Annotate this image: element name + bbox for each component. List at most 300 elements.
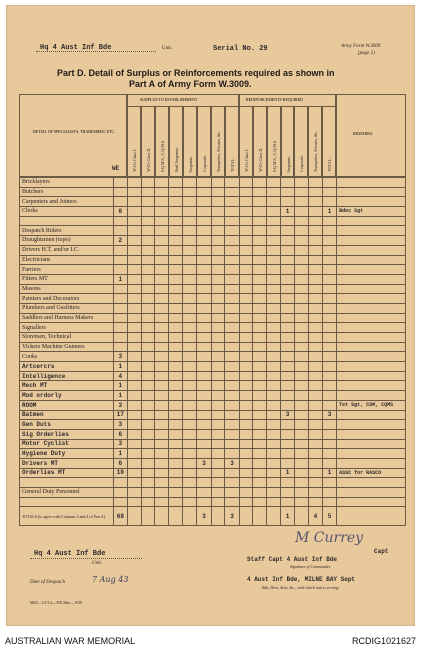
reinf-cell xyxy=(295,497,309,507)
surplus-cell xyxy=(155,488,169,498)
row-we: 1 xyxy=(114,381,128,391)
row-we xyxy=(114,313,128,323)
reinf-cell xyxy=(239,333,253,343)
surplus-cell xyxy=(141,458,155,468)
reinf-cell xyxy=(295,303,309,313)
reinf-cell xyxy=(308,458,322,468)
surplus-cell xyxy=(141,207,155,217)
surplus-cell xyxy=(183,458,197,468)
reinf-cell xyxy=(322,313,336,323)
surplus-col-0: W.O's Class I. xyxy=(127,106,141,177)
row-we xyxy=(114,294,128,304)
surplus-cell xyxy=(197,342,211,352)
row-remarks xyxy=(337,255,406,265)
reinf-cell xyxy=(281,400,295,410)
reinf-cell xyxy=(239,255,253,265)
surplus-cell xyxy=(225,255,239,265)
reinforcements-header: REINFORCEMENTS REQUIRED xyxy=(239,94,336,177)
surplus-cell xyxy=(183,400,197,410)
surplus-cell xyxy=(169,439,183,449)
surplus-cell xyxy=(141,274,155,284)
reinf-cell xyxy=(308,294,322,304)
surplus-cell xyxy=(225,274,239,284)
reinf-cell xyxy=(239,458,253,468)
row-remarks: Bdec Sgt xyxy=(337,207,406,217)
reinf-cell xyxy=(253,362,267,372)
reinf-cell xyxy=(253,381,267,391)
surplus-cell xyxy=(155,458,169,468)
row-we: 1 xyxy=(114,391,128,401)
row-remarks xyxy=(337,323,406,333)
table-row xyxy=(20,391,406,401)
row-we xyxy=(114,255,128,265)
reinf-cell xyxy=(267,197,281,207)
reinf-cell xyxy=(267,488,281,498)
surplus-cell xyxy=(155,255,169,265)
surplus-cell xyxy=(169,303,183,313)
reinf-cell xyxy=(239,400,253,410)
surplus-cell xyxy=(183,255,197,265)
reinf-cell xyxy=(322,303,336,313)
reinf-cell xyxy=(322,488,336,498)
surplus-cell xyxy=(225,294,239,304)
surplus-cell xyxy=(169,381,183,391)
surplus-cell xyxy=(225,420,239,430)
reinf-cell xyxy=(322,274,336,284)
table-row xyxy=(20,245,406,255)
reinf-cell xyxy=(281,303,295,313)
surplus-cell xyxy=(225,381,239,391)
table-row xyxy=(20,333,406,343)
reinf-cell xyxy=(239,313,253,323)
surplus-cell xyxy=(155,226,169,236)
reinf-col-2: S.Q.M.S., C.Q.M.S. xyxy=(267,106,281,177)
reinf-cell xyxy=(322,478,336,488)
row-we: 3 xyxy=(114,420,128,430)
totals-remarks xyxy=(337,507,406,526)
reinf-cell xyxy=(239,207,253,217)
row-remarks xyxy=(337,333,406,343)
row-we: 10 xyxy=(114,468,128,478)
row-we: 3 xyxy=(114,352,128,362)
row-label: Cooks xyxy=(20,352,114,362)
surplus-cell xyxy=(211,429,225,439)
surplus-cell xyxy=(141,362,155,372)
reinf-cell xyxy=(253,497,267,507)
reinf-cell xyxy=(253,207,267,217)
reinf-cell xyxy=(239,420,253,430)
row-we: 1 xyxy=(114,449,128,459)
reinf-cell xyxy=(267,449,281,459)
bottom-unit-label: Unit. xyxy=(92,561,103,566)
reinf-cell xyxy=(239,226,253,236)
surplus-cell xyxy=(169,313,183,323)
surplus-cell xyxy=(155,420,169,430)
row-remarks xyxy=(337,371,406,381)
surplus-cell: 3 xyxy=(197,458,211,468)
reinf-cell xyxy=(267,420,281,430)
surplus-cell xyxy=(197,323,211,333)
surplus-cell xyxy=(141,449,155,459)
row-remarks xyxy=(337,216,406,226)
reinf-cell xyxy=(308,207,322,217)
reinf-cell xyxy=(308,371,322,381)
reinf-cell xyxy=(281,381,295,391)
surplus-col-4: Sergeants. xyxy=(183,106,197,177)
reinf-cell xyxy=(253,439,267,449)
reinf-cell xyxy=(295,391,309,401)
surplus-cell xyxy=(141,381,155,391)
surplus-cell xyxy=(155,429,169,439)
surplus-cell xyxy=(211,216,225,226)
row-label xyxy=(20,497,114,507)
reinf-cell xyxy=(253,391,267,401)
table-row xyxy=(20,458,406,468)
surplus-cell xyxy=(211,226,225,236)
table-row xyxy=(20,420,406,430)
surplus-cell xyxy=(183,478,197,488)
reinf-cell xyxy=(308,197,322,207)
reinf-cell xyxy=(295,420,309,430)
surplus-cell xyxy=(141,342,155,352)
reinf-cell xyxy=(281,429,295,439)
surplus-cell xyxy=(225,429,239,439)
serial-number: Serial No. 29 xyxy=(213,45,268,53)
surplus-cell xyxy=(169,458,183,468)
reinf-cell xyxy=(267,381,281,391)
reinf-cell xyxy=(295,371,309,381)
row-label: General Duty Personnel xyxy=(20,488,114,498)
reinf-cell xyxy=(281,226,295,236)
row-remarks xyxy=(337,226,406,236)
table-row xyxy=(20,274,406,284)
surplus-cell xyxy=(197,216,211,226)
row-we: 6 xyxy=(114,429,128,439)
row-we xyxy=(114,178,128,188)
surplus-cell xyxy=(141,478,155,488)
row-we xyxy=(114,216,128,226)
reinf-cell xyxy=(281,323,295,333)
reinf-cell xyxy=(322,342,336,352)
reinf-cell xyxy=(295,488,309,498)
row-remarks xyxy=(337,342,406,352)
totals-reinf-cell xyxy=(267,507,281,526)
row-label: Orderlies MT xyxy=(20,468,114,478)
reinf-cell xyxy=(253,216,267,226)
surplus-cell xyxy=(211,497,225,507)
surplus-cell xyxy=(225,391,239,401)
totals-reinf-cell xyxy=(239,507,253,526)
row-label: Storemen, Technical xyxy=(20,333,114,343)
reinf-cell xyxy=(281,342,295,352)
surplus-cell xyxy=(155,439,169,449)
reinf-cell xyxy=(295,478,309,488)
surplus-cell xyxy=(141,468,155,478)
surplus-cell xyxy=(183,420,197,430)
remarks-header: REMARKS. xyxy=(336,94,406,177)
surplus-cell xyxy=(211,207,225,217)
reinf-cell xyxy=(308,420,322,430)
surplus-cell xyxy=(225,323,239,333)
reinf-cell xyxy=(295,323,309,333)
surplus-cell xyxy=(225,197,239,207)
unit-label: Unit. xyxy=(162,46,173,51)
surplus-cell xyxy=(197,303,211,313)
reinf-cell xyxy=(308,488,322,498)
reinf-cell xyxy=(281,439,295,449)
row-we: 8 xyxy=(114,207,128,217)
row-we: 3 xyxy=(114,439,128,449)
surplus-cell xyxy=(183,303,197,313)
surplus-cell xyxy=(169,449,183,459)
unit-line xyxy=(36,51,156,52)
reinf-cell xyxy=(295,439,309,449)
surplus-cell xyxy=(225,342,239,352)
surplus-cell xyxy=(197,333,211,343)
reinf-col-0: W.O's Class I. xyxy=(239,106,253,177)
row-remarks xyxy=(337,178,406,188)
reinf-cell xyxy=(308,255,322,265)
surplus-cell xyxy=(183,187,197,197)
surplus-cell xyxy=(169,226,183,236)
surplus-cell xyxy=(155,178,169,188)
surplus-cell xyxy=(127,420,141,430)
table-row xyxy=(20,294,406,304)
reinf-cell xyxy=(239,488,253,498)
surplus-cell xyxy=(225,488,239,498)
sig-typed: Staff Capt 4 Aust Inf Bde xyxy=(247,556,338,563)
surplus-cell xyxy=(211,488,225,498)
row-label: Drivers H.T. and/or I.C. xyxy=(20,245,114,255)
surplus-cell xyxy=(141,216,155,226)
reinf-cell xyxy=(267,313,281,323)
reinf-cell xyxy=(267,497,281,507)
reinf-cell xyxy=(253,197,267,207)
reinf-cell xyxy=(267,400,281,410)
surplus-cell xyxy=(183,429,197,439)
surplus-cell xyxy=(197,265,211,275)
surplus-cell xyxy=(155,236,169,246)
surplus-cell xyxy=(197,226,211,236)
surplus-cell xyxy=(197,187,211,197)
totals-surplus-cell xyxy=(155,507,169,526)
reinf-cell xyxy=(267,216,281,226)
totals-surplus-cell xyxy=(183,507,197,526)
reinf-cell xyxy=(295,284,309,294)
reinf-cell xyxy=(295,197,309,207)
station-label: Bde, Divn, Area, &c., with which unit is serving xyxy=(262,585,339,590)
surplus-cell xyxy=(141,410,155,420)
reinf-cell xyxy=(253,265,267,275)
reinf-col-5: Trumpeters, Privates, &c. xyxy=(308,106,322,177)
surplus-cell xyxy=(225,178,239,188)
reinf-cell xyxy=(267,429,281,439)
surplus-cell xyxy=(127,303,141,313)
table-row xyxy=(20,216,406,226)
reinf-cell xyxy=(308,333,322,343)
totals-row xyxy=(20,507,406,526)
surplus-cell xyxy=(211,362,225,372)
reinf-cell xyxy=(239,274,253,284)
reinf-cell xyxy=(281,245,295,255)
surplus-cell xyxy=(141,439,155,449)
surplus-cell xyxy=(225,265,239,275)
surplus-cell xyxy=(155,207,169,217)
surplus-cell xyxy=(169,187,183,197)
surplus-cell xyxy=(155,410,169,420)
reinf-cell xyxy=(308,342,322,352)
row-remarks xyxy=(337,429,406,439)
row-we xyxy=(114,245,128,255)
surplus-cell xyxy=(155,449,169,459)
surplus-cell xyxy=(127,410,141,420)
reinf-cell xyxy=(322,226,336,236)
reinf-cell xyxy=(267,245,281,255)
surplus-cell xyxy=(127,197,141,207)
reinf-cell xyxy=(308,391,322,401)
reinf-cell xyxy=(322,458,336,468)
row-label xyxy=(20,478,114,488)
reinf-cell xyxy=(267,352,281,362)
surplus-cell xyxy=(183,410,197,420)
reinf-cell xyxy=(253,420,267,430)
surplus-cell xyxy=(169,400,183,410)
reinf-cell xyxy=(308,478,322,488)
reinf-cell xyxy=(281,274,295,284)
surplus-cell xyxy=(127,342,141,352)
table-row xyxy=(20,352,406,362)
surplus-cell xyxy=(141,497,155,507)
surplus-cell xyxy=(197,478,211,488)
surplus-col-1: W.O's Class II. xyxy=(141,106,155,177)
row-label: Motor Cyclist xyxy=(20,439,114,449)
surplus-cell xyxy=(169,265,183,275)
surplus-cell xyxy=(127,362,141,372)
surplus-cell xyxy=(127,245,141,255)
reinf-cell: 1 xyxy=(281,468,295,478)
unit-typed: Hq 4 Aust Inf Bde xyxy=(40,44,112,52)
row-label: Batmen xyxy=(20,410,114,420)
reinf-cell xyxy=(308,352,322,362)
totals-surplus-cell xyxy=(127,507,141,526)
surplus-cell xyxy=(211,342,225,352)
table-row xyxy=(20,342,406,352)
row-we xyxy=(114,187,128,197)
reinf-cell xyxy=(281,391,295,401)
reinf-cell xyxy=(281,478,295,488)
totals-surplus-cell xyxy=(211,507,225,526)
surplus-cell xyxy=(141,313,155,323)
surplus-cell xyxy=(141,303,155,313)
row-remarks xyxy=(337,497,406,507)
surplus-cell xyxy=(169,478,183,488)
row-we xyxy=(114,284,128,294)
totals-we: 68 xyxy=(114,507,128,526)
reinf-cell xyxy=(295,178,309,188)
surplus-cell xyxy=(127,381,141,391)
surplus-cell xyxy=(211,410,225,420)
form-title-1: Part D. Detail of Surplus or Reinforcements required as shown in xyxy=(57,68,335,78)
reinf-cell xyxy=(281,197,295,207)
row-label: Gen Duts xyxy=(20,420,114,430)
surplus-cell xyxy=(155,391,169,401)
surplus-cell xyxy=(183,488,197,498)
surplus-cell xyxy=(211,420,225,430)
surplus-header: SURPLUS TO ESTABLISHMENT xyxy=(127,94,239,177)
reinf-cell xyxy=(322,284,336,294)
row-remarks xyxy=(337,362,406,372)
surplus-cell xyxy=(225,333,239,343)
reinf-cell xyxy=(253,323,267,333)
totals-surplus-cell: 3 xyxy=(197,507,211,526)
reinf-cell xyxy=(308,400,322,410)
surplus-cell xyxy=(169,362,183,372)
we-header: WE xyxy=(112,165,120,172)
surplus-cell xyxy=(183,439,197,449)
surplus-cell xyxy=(127,333,141,343)
reinf-cell xyxy=(239,371,253,381)
reinf-cell xyxy=(281,488,295,498)
surplus-cell xyxy=(183,362,197,372)
surplus-cell xyxy=(211,352,225,362)
surplus-cell xyxy=(155,352,169,362)
table-row xyxy=(20,187,406,197)
surplus-cell xyxy=(155,381,169,391)
surplus-cell xyxy=(141,371,155,381)
row-we xyxy=(114,303,128,313)
reinf-cell xyxy=(322,391,336,401)
surplus-cell xyxy=(155,323,169,333)
surplus-cell xyxy=(211,439,225,449)
bottom-unit-typed: Hq 4 Aust Inf Bde xyxy=(34,550,106,558)
reinf-cell xyxy=(281,458,295,468)
surplus-cell xyxy=(141,265,155,275)
surplus-cell xyxy=(211,371,225,381)
row-label: Farriers xyxy=(20,265,114,275)
surplus-cell xyxy=(211,381,225,391)
table-row xyxy=(20,488,406,498)
form-ref-2: (page 2) xyxy=(358,51,375,56)
reinf-cell xyxy=(281,265,295,275)
reinf-cell xyxy=(295,352,309,362)
station-typed: 4 Aust Inf Bde, MILNE BAY Sept xyxy=(247,576,356,583)
row-we: 17 xyxy=(114,410,128,420)
reinf-cell xyxy=(267,265,281,275)
totals-surplus-cell xyxy=(169,507,183,526)
surplus-cell xyxy=(183,284,197,294)
reinf-cell xyxy=(267,303,281,313)
surplus-cell xyxy=(169,352,183,362)
surplus-cell xyxy=(141,284,155,294)
reinf-cell xyxy=(281,313,295,323)
surplus-cell xyxy=(197,178,211,188)
reinf-cell xyxy=(322,497,336,507)
print-code: M29—3/1/Cx—P.R.30m.—9/39 xyxy=(30,600,83,605)
reinf-cell xyxy=(295,381,309,391)
row-we: 3 xyxy=(114,400,128,410)
surplus-cell xyxy=(141,323,155,333)
reinf-cell xyxy=(308,303,322,313)
reinf-col-1: W.O's Class II. xyxy=(253,106,267,177)
totals-reinf-cell: 4 xyxy=(308,507,322,526)
surplus-cell xyxy=(225,449,239,459)
surplus-cell xyxy=(169,323,183,333)
surplus-cell xyxy=(155,371,169,381)
surplus-cell xyxy=(127,226,141,236)
surplus-cell xyxy=(197,207,211,217)
reinf-cell xyxy=(239,362,253,372)
surplus-cell xyxy=(169,274,183,284)
